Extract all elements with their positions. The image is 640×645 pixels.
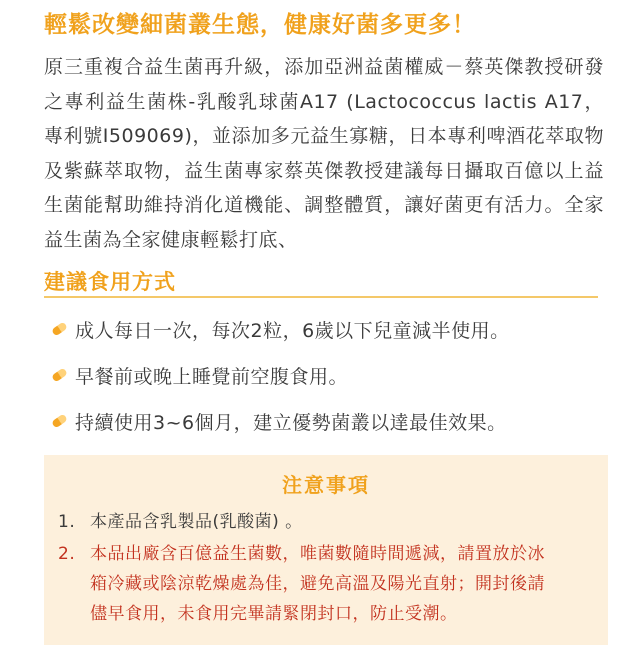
usage-section-title: 建議食用方式	[44, 270, 176, 294]
capsule-icon	[51, 413, 68, 428]
notice-box	[44, 455, 608, 645]
notice-text: 本品出廠含百億益生菌數，唯菌數隨時間遞減，請置放於冰	[90, 544, 545, 564]
headline: 輕鬆改變細菌叢生態，健康好菌多更多！	[44, 12, 476, 38]
notice-title: 注意事項	[282, 473, 370, 497]
notice-number: 2.	[58, 544, 76, 564]
usage-text: 早餐前或晚上睡覺前空腹食用。	[75, 365, 349, 388]
usage-list	[44, 306, 604, 444]
notice-text: 箱冷藏或陰涼乾燥處為佳，避免高溫及陽光直射；開封後請	[90, 574, 545, 594]
section-divider	[44, 296, 598, 298]
notice-text: 本產品含乳製品(乳酸菌) 。	[90, 512, 303, 532]
capsule-icon	[51, 321, 68, 336]
intro-paragraph: 原三重複合益生菌再升級，添加亞洲益菌權威－蔡英傑教授研發之專利益生菌株-乳酸乳球菌A17 (Lactococcus lactis A17，專利號I509069)，並添加多元益生寡糖，日本專利啤酒花萃取物及紫蘇萃取物，益生菌專家蔡英傑教授建議每日攝取百億以上益生菌能幫助維持消化道機能、調整體質，讓好菌更有活力。全家益生菌為全家健康輕鬆打底、	[44, 56, 604, 251]
notice-text: 儘早食用，未食用完畢請緊閉封口，防止受潮。	[90, 604, 458, 624]
usage-text: 成人每日一次，每次2粒，6歲以下兒童減半使用。	[75, 319, 510, 342]
list-item	[44, 352, 604, 398]
notice-number: 1.	[58, 512, 76, 532]
list-item	[44, 306, 604, 352]
usage-text: 持續使用3~6個月，建立優勢菌叢以達最佳效果。	[75, 411, 507, 434]
list-item	[44, 398, 604, 444]
notice-item-warning	[58, 539, 598, 629]
capsule-icon	[51, 367, 68, 382]
notice-item	[58, 507, 598, 537]
